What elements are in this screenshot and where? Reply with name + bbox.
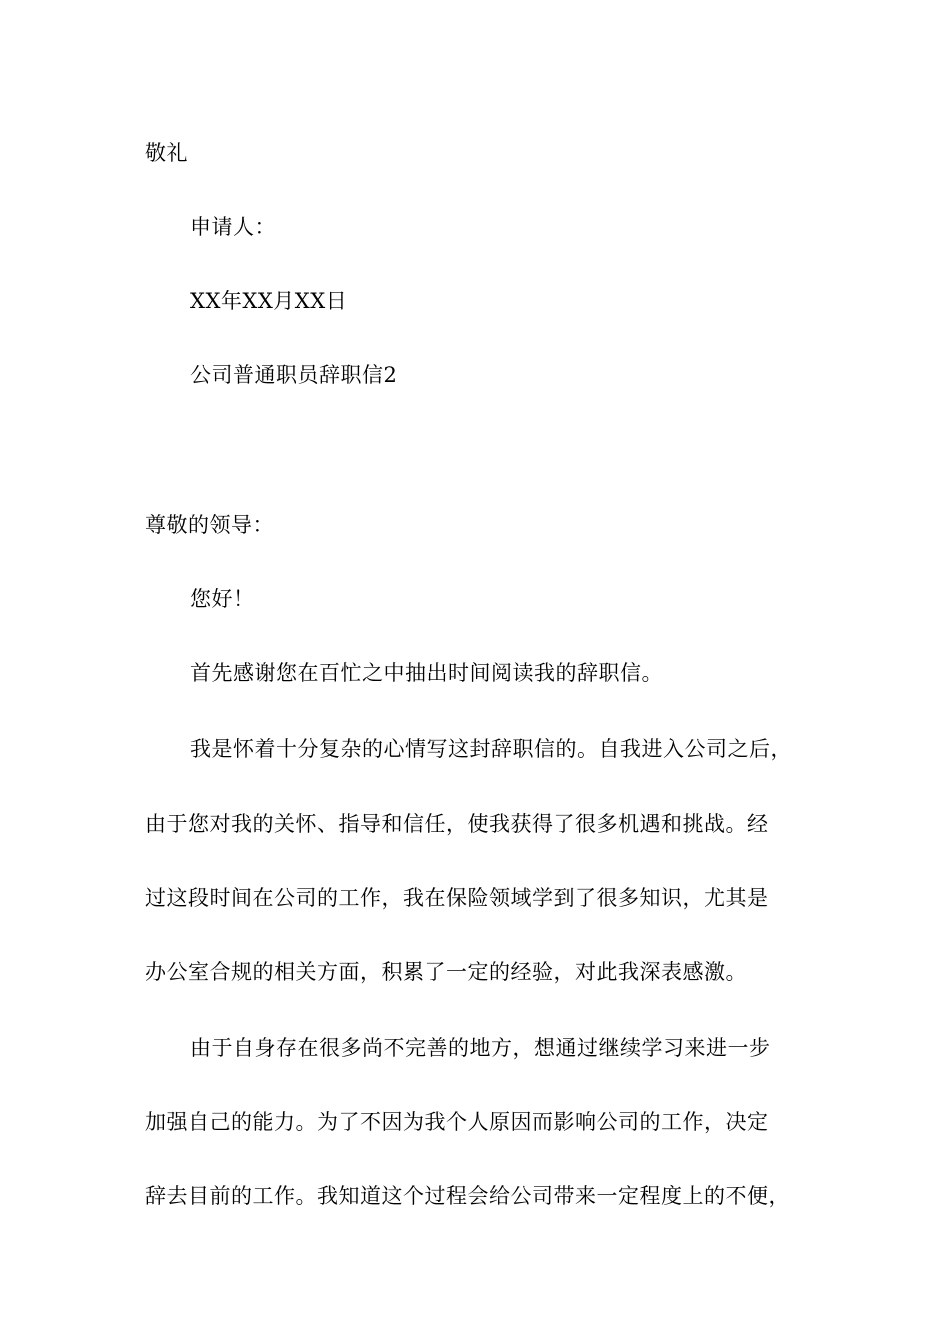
letter-title: 公司普通职员辞职信2 <box>190 363 398 387</box>
date-text: XX年XX月XX日 <box>190 289 348 313</box>
paragraph-1: 首先感谢您在百忙之中抽出时间阅读我的辞职信。 <box>190 661 663 685</box>
applicant-label: 申请人： <box>190 215 276 239</box>
paragraph-2-line-3: 过这段时间在公司的工作，我在保险领域学到了很多知识，尤其是 <box>145 886 769 910</box>
paragraph-2-line-2: 由于您对我的关怀、指导和信任，使我获得了很多机遇和挑战。经 <box>145 812 769 836</box>
paragraph-3-line-2: 加强自己的能力。为了不因为我个人原因而影响公司的工作，决定 <box>145 1110 769 1134</box>
greeting: 您好！ <box>190 587 255 611</box>
paragraph-2-line-4: 办公室合规的相关方面，积累了一定的经验，对此我深表感激。 <box>145 960 747 984</box>
paragraph-3-line-3: 辞去目前的工作。我知道这个过程会给公司带来一定程度上的不便， <box>145 1184 790 1208</box>
paragraph-2-line-1: 我是怀着十分复杂的心情写这封辞职信的。自我进入公司之后， <box>190 737 792 761</box>
salutation: 尊敬的领导： <box>145 513 274 537</box>
paragraph-3-line-1: 由于自身存在很多尚不完善的地方，想通过继续学习来进一步 <box>190 1036 771 1060</box>
closing-text: 敬礼 <box>145 141 188 165</box>
